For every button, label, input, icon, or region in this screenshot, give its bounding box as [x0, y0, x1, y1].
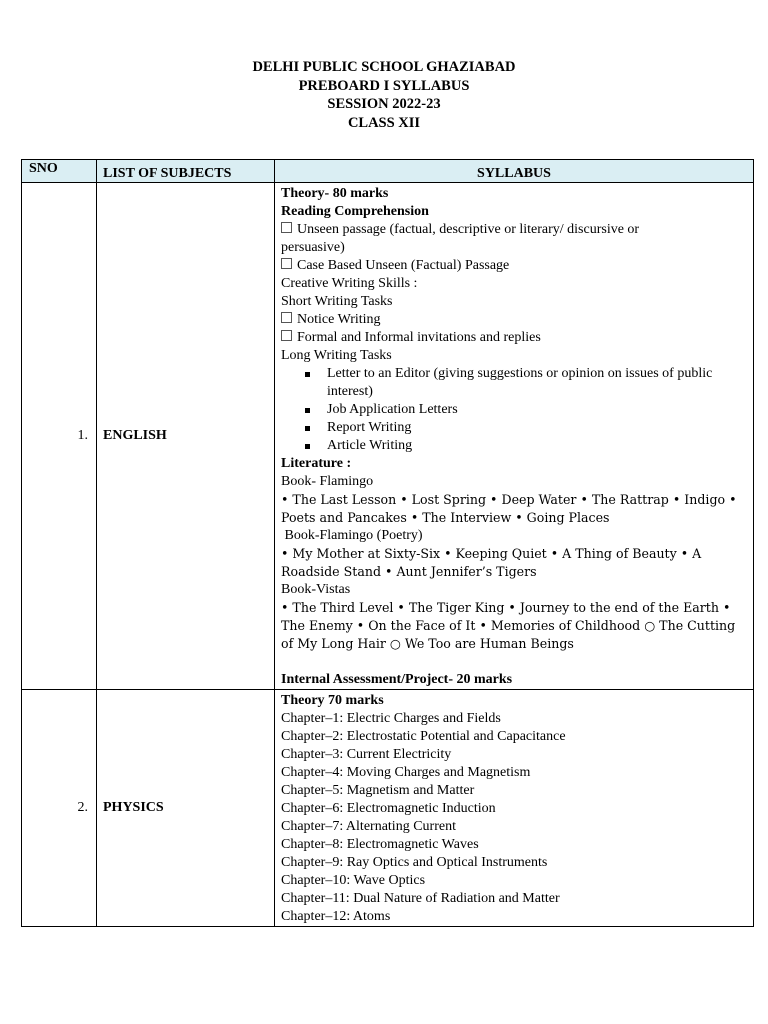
english-reading: Reading Comprehension	[281, 204, 429, 219]
exam-title: PREBOARD I SYLLABUS	[298, 77, 470, 94]
list-item: Chapter–5: Magnetism and Matter	[281, 783, 475, 798]
list-item: Job Application Letters	[303, 401, 749, 419]
class-label: CLASS XII	[347, 114, 421, 131]
checkbox-icon	[281, 330, 292, 341]
checkbox-icon	[281, 312, 292, 323]
column-header-sno: SNO	[22, 160, 97, 183]
checkbox-icon	[281, 258, 292, 269]
english-subject: ENGLISH	[97, 183, 275, 690]
syllabus-table	[21, 159, 754, 927]
english-literature: Literature :	[281, 456, 352, 471]
list-item: Chapter–6: Electromagnetic Induction	[281, 801, 496, 816]
list-item: Report Writing	[303, 419, 749, 437]
english-syllabus	[275, 183, 754, 690]
physics-theory: Theory 70 marks	[281, 693, 384, 708]
physics-sno: 2.	[22, 690, 97, 927]
list-item: Chapter–12: Atoms	[281, 909, 391, 924]
case-based-text: Case Based Unseen (Factual) Passage	[297, 258, 510, 273]
notice-text: Notice Writing	[297, 312, 381, 327]
english-long-tasks: Long Writing Tasks	[281, 348, 392, 363]
school-name: DELHI PUBLIC SCHOOL GHAZIABAD	[252, 59, 516, 75]
list-item: Article Writing	[303, 437, 749, 455]
list-item: Chapter–1: Electric Charges and Fields	[281, 711, 501, 726]
vistas-list: • The Third Level • The Tiger King • Journey to the end of the Earth • The Enemy • On the Face of It • Memories of Childhood ○ The Cutting of My Long Hair ○ We Too are Human Beings	[281, 600, 736, 651]
english-flamingo: Book- Flamingo	[281, 474, 374, 489]
list-item: Letter to an Editor (giving suggestions or opinion on issues of public interest)	[303, 365, 749, 401]
unseen-text-2: persuasive)	[281, 240, 345, 255]
english-internal: Internal Assessment/Project- 20 marks	[281, 672, 513, 687]
document-header	[0, 58, 768, 132]
physics-syllabus	[275, 690, 754, 927]
english-creative: Creative Writing Skills :	[281, 276, 418, 291]
english-theory: Theory- 80 marks	[281, 186, 389, 201]
flamingo-prose-list: • The Last Lesson • Lost Spring • Deep Water • The Rattrap • Indigo • Poets and Pancakes • The Interview • Going Places	[281, 492, 737, 525]
list-item: Chapter–9: Ray Optics and Optical Instruments	[281, 855, 548, 870]
english-unseen-passage	[281, 221, 749, 239]
session-label: SESSION 2022-23	[327, 96, 441, 112]
column-header-subjects: LIST OF SUBJECTS	[97, 160, 275, 183]
table-header-row	[22, 160, 754, 183]
flamingo-poetry-heading: Book-Flamingo (Poetry)	[281, 528, 423, 543]
column-header-syllabus: SYLLABUS	[275, 160, 754, 183]
list-item: Chapter–4: Moving Charges and Magnetism	[281, 765, 531, 780]
english-vistas: Book-Vistas	[281, 582, 351, 597]
list-item: Chapter–8: Electromagnetic Waves	[281, 837, 479, 852]
table-row-english	[22, 183, 754, 690]
spacer	[281, 653, 749, 671]
english-sno: 1.	[22, 183, 97, 690]
english-case-based	[281, 257, 749, 275]
list-item: Chapter–11: Dual Nature of Radiation and Matter	[281, 891, 560, 906]
unseen-text-1: Unseen passage (factual, descriptive or literary/ discursive or	[297, 222, 640, 237]
checkbox-icon	[281, 222, 292, 233]
list-item: Chapter–10: Wave Optics	[281, 873, 426, 888]
list-item: Chapter–2: Electrostatic Potential and Capacitance	[281, 729, 566, 744]
english-invitations	[281, 329, 749, 347]
list-item: Chapter–3: Current Electricity	[281, 747, 452, 762]
long-tasks-list	[281, 365, 749, 455]
invitations-text: Formal and Informal invitations and replies	[297, 330, 541, 345]
flamingo-poetry-list: • My Mother at Sixty-Six • Keeping Quiet • A Thing of Beauty • A Roadside Stand • Aunt Jennifer’s Tigers	[281, 546, 702, 579]
english-notice	[281, 311, 749, 329]
list-item: Chapter–7: Alternating Current	[281, 819, 456, 834]
english-short-tasks: Short Writing Tasks	[281, 294, 393, 309]
table-row-physics	[22, 690, 754, 927]
physics-subject: PHYSICS	[97, 690, 275, 927]
